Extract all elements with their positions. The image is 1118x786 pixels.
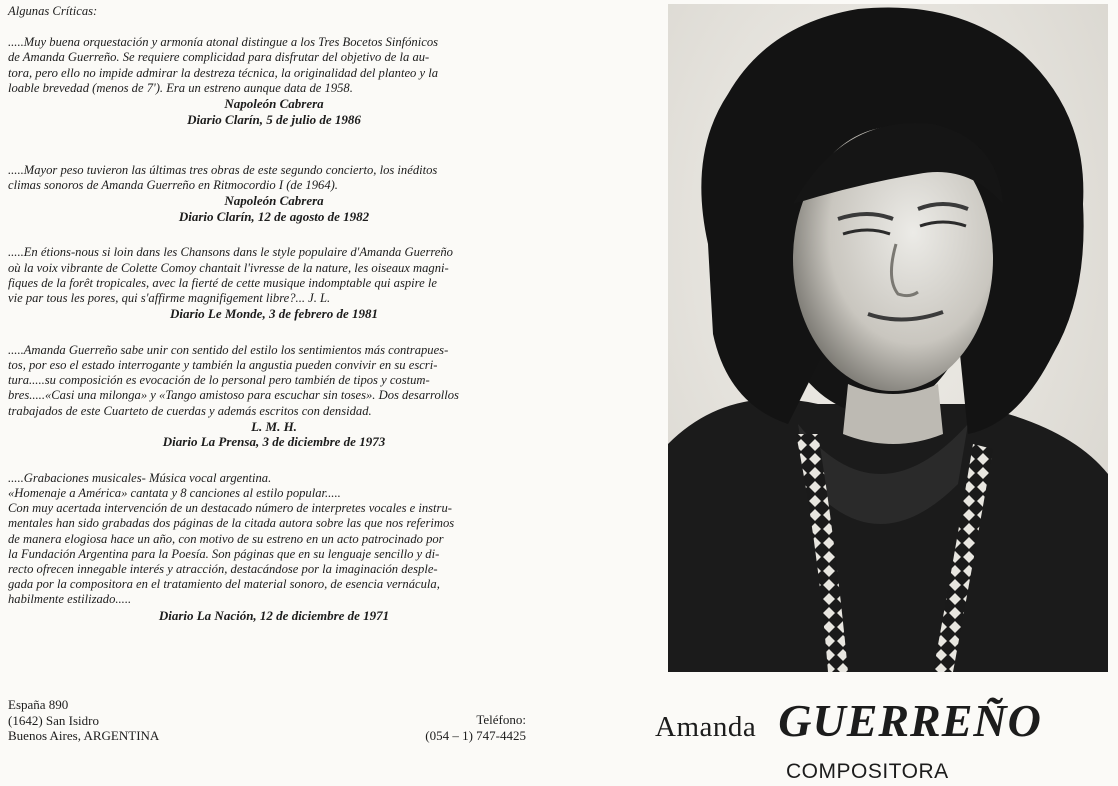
- postal-address: [8, 697, 159, 744]
- review-line: tura.....su composición es evocación de lo personal pero también de tipos y costum-: [8, 373, 430, 388]
- address-line: Buenos Aires, ARGENTINA: [8, 728, 160, 743]
- address-line: (1642) San Isidro: [8, 712, 99, 728]
- review-line: bres.....«Casi una milonga» y «Tango amistoso para escuchar sin toses». Dos desarrollos: [8, 388, 459, 403]
- composer-portrait-photo: [668, 4, 1108, 672]
- review-line: gada por la compositora en el tratamiento del material sonoro, de esencia vernácula,: [8, 577, 440, 592]
- last-name: GUERREÑO: [778, 695, 1042, 746]
- review-line: recto ofrecen innegable interés y atracción, destacándose por la imaginación desple-: [8, 561, 438, 576]
- address-line: España 890: [8, 697, 69, 712]
- review-line: .....Mayor peso tuvieron las últimas tres obras de este segundo concierto, los inéditos: [8, 163, 438, 178]
- first-name: Amanda: [655, 711, 757, 743]
- review-text: [8, 35, 528, 96]
- phone-number: (054 – 1) 747-4425: [425, 727, 526, 743]
- review-1: [8, 35, 528, 127]
- review-line: mentales han sido grabadas dos páginas de la citada autora sobre las que nos referimos: [8, 516, 455, 531]
- review-line: .....En étions-nous si loin dans les Chansons dans le style populaire d'Amanda Guerreño: [8, 245, 453, 260]
- review-author: L. M. H.: [251, 418, 297, 434]
- review-source: Diario Clarín, 5 de julio de 1986: [187, 111, 361, 127]
- phone-label: Teléfono:: [476, 712, 526, 727]
- review-line: «Homenaje a América» cantata y 8 canciones al estilo popular.....: [8, 485, 341, 500]
- review-author: Napoleón Cabrera: [224, 96, 324, 112]
- composer-name: [655, 694, 1115, 747]
- portrait-illustration: [668, 4, 1108, 672]
- review-text: [8, 343, 528, 419]
- review-line: Con muy acertada intervención de un destacado número de interpretes vocales e instru-: [8, 501, 452, 516]
- review-line: fiques de la forêt tropicales, avec la fierté de cette musique indomptable qui aspire le: [8, 275, 437, 290]
- review-line: .....Grabaciones musicales- Música vocal argentina.: [8, 470, 272, 485]
- composer-role: COMPOSITORA: [786, 760, 949, 783]
- review-source: Diario La Nación, 12 de diciembre de 1971: [158, 607, 390, 623]
- review-line: .....Muy buena orquestación y armonía atonal distingue a los Tres Bocetos Sinfónicos: [8, 35, 439, 50]
- review-text: [8, 245, 528, 306]
- review-line: de Amanda Guerreño. Se requiere complicidad para disfrutar del objetivo de la au-: [8, 50, 430, 65]
- review-source: Diario Clarín, 12 de agosto de 1982: [178, 208, 370, 224]
- review-line: loable brevedad (menos de 7'). Era un estreno aunque data de 1958.: [8, 80, 353, 95]
- review-line: la Fundación Argentina para la Poesía. Son páginas que en su lenguaje sencillo y di-: [8, 546, 440, 561]
- review-line: tora, pero ello no impide admirar la destreza técnica, la originalidad del planteo y la: [8, 65, 439, 80]
- review-3: [8, 245, 528, 321]
- reviews-heading: Algunas Críticas:: [8, 4, 98, 18]
- review-line: où la voix vibrante de Colette Comoy chantait l'ivresse de la nature, les oiseaux magni-: [8, 260, 449, 275]
- review-line: climas sonoros de Amanda Guerreño en Ritmocordio I (de 1964).: [8, 178, 338, 193]
- review-line: de manera elogiosa hace un año, con motivo de su estreno en un acto patrocinado por: [8, 531, 444, 546]
- reviews-column: [8, 4, 528, 623]
- review-line: vie par tous les pores, qui s'affirme magnifigement libre?... J. L.: [8, 291, 331, 306]
- review-5: [8, 471, 528, 623]
- review-source: Diario La Prensa, 3 de diciembre de 1973: [162, 434, 386, 450]
- review-4: [8, 343, 528, 450]
- review-source: Diario Le Monde, 3 de febrero de 1981: [170, 306, 378, 322]
- review-line: tos, por eso el estado interrogante y también la angustia pueden convivir en su escri-: [8, 357, 438, 372]
- review-2: [8, 163, 528, 224]
- review-line: trabajados de este Cuarteto de cuerdas y además escritos con densidad.: [8, 403, 372, 418]
- phone-block: [412, 712, 526, 743]
- review-author: Napoleón Cabrera: [224, 193, 324, 209]
- review-line: .....Amanda Guerreño sabe unir con sentido del estilo los sentimientos más contrapues-: [8, 342, 449, 357]
- review-line: habilmente estilizado.....: [8, 592, 132, 607]
- review-text: [8, 163, 528, 193]
- review-text: [8, 471, 528, 608]
